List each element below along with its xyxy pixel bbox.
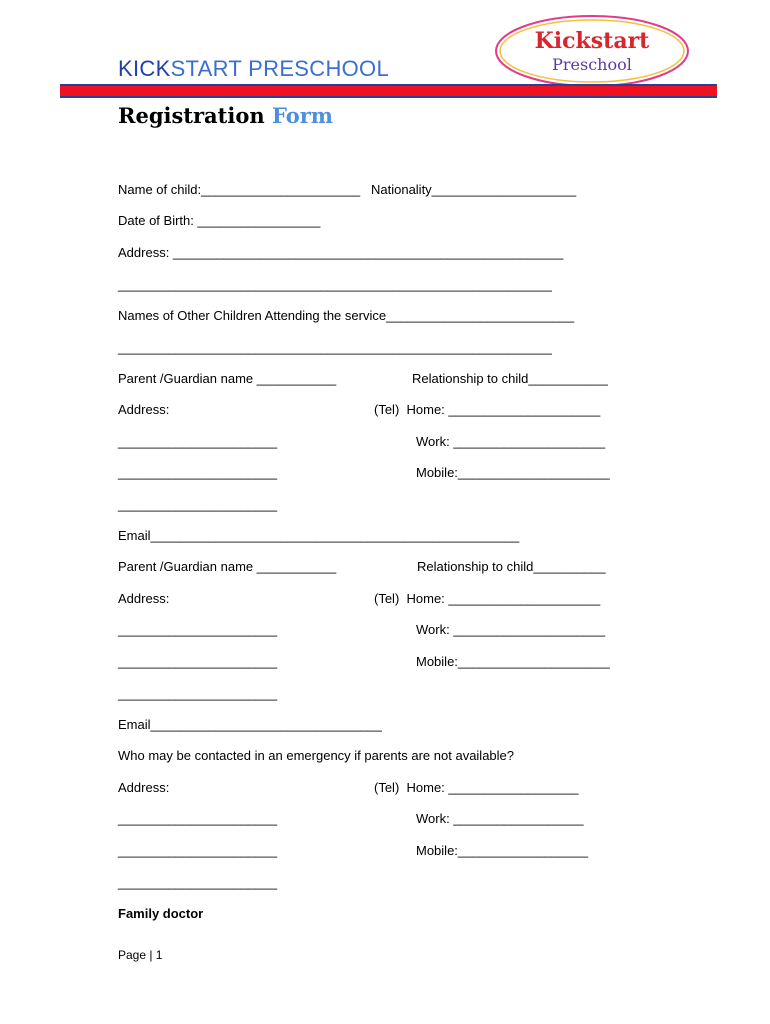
field-guardian1-name[interactable]: Parent /Guardian name ___________	[118, 371, 337, 386]
field-guardian1-email[interactable]: Email___________________________________________________	[118, 528, 520, 543]
field-guardian1-address-3[interactable]: ______________________	[118, 497, 278, 512]
field-address-cont[interactable]: ____________________________________________________________	[118, 277, 552, 292]
field-emergency-home[interactable]: (Tel) Home: __________________	[374, 780, 579, 795]
field-guardian2-address-3[interactable]: ______________________	[118, 686, 278, 701]
field-emergency-address-2[interactable]: ______________________	[118, 843, 278, 858]
form-title	[118, 103, 333, 128]
brand-start: START PRESCHOOL	[170, 56, 390, 81]
field-guardian2-email[interactable]: Email________________________________	[118, 717, 382, 732]
field-guardian2-relationship[interactable]: Relationship to child__________	[417, 559, 606, 574]
emergency-question: Who may be contacted in an emergency if parents are not available?	[118, 748, 515, 763]
field-guardian2-mobile[interactable]: Mobile:_____________________	[416, 654, 610, 669]
field-guardian1-mobile[interactable]: Mobile:_____________________	[416, 465, 610, 480]
field-guardian2-address-2[interactable]: ______________________	[118, 654, 278, 669]
field-emergency-mobile[interactable]: Mobile:__________________	[416, 843, 589, 858]
field-emergency-address-1[interactable]: ______________________	[118, 811, 278, 826]
label-emergency-address: Address:	[118, 780, 170, 795]
field-dob[interactable]: Date of Birth: _________________	[118, 213, 321, 228]
header-bar	[60, 84, 717, 98]
brand-title	[118, 56, 389, 82]
label-guardian2-address: Address:	[118, 591, 170, 606]
field-emergency-address-3[interactable]: ______________________	[118, 875, 278, 890]
field-guardian2-work[interactable]: Work: _____________________	[416, 622, 606, 637]
field-guardian2-name[interactable]: Parent /Guardian name ___________	[118, 559, 337, 574]
field-emergency-work[interactable]: Work: __________________	[416, 811, 584, 826]
brand-kick: KICK	[118, 56, 171, 81]
field-other-children-cont[interactable]: ____________________________________________________________	[118, 340, 552, 355]
field-guardian1-relationship[interactable]: Relationship to child___________	[412, 371, 608, 386]
kickstart-logo	[494, 14, 690, 88]
label-guardian1-address: Address:	[118, 402, 170, 417]
field-guardian1-work[interactable]: Work: _____________________	[416, 434, 606, 449]
page-number: Page | 1	[118, 948, 163, 962]
field-address[interactable]: Address: ______________________________________________________	[118, 245, 564, 260]
title-registration: Registration	[118, 103, 272, 128]
field-guardian1-address-2[interactable]: ______________________	[118, 465, 278, 480]
field-name-nationality[interactable]: Name of child:______________________ Nationality____________________	[118, 182, 577, 197]
field-guardian2-address-1[interactable]: ______________________	[118, 622, 278, 637]
title-form: Form	[271, 103, 333, 128]
field-other-children[interactable]: Names of Other Children Attending the service__________________________	[118, 308, 575, 323]
logo-text-1: Kickstart	[534, 28, 650, 54]
field-guardian1-home[interactable]: (Tel) Home: _____________________	[374, 402, 601, 417]
field-guardian2-home[interactable]: (Tel) Home: _____________________	[374, 591, 601, 606]
label-family-doctor: Family doctor	[118, 906, 204, 921]
field-guardian1-address-1[interactable]: ______________________	[118, 434, 278, 449]
logo-text-2: Preschool	[552, 55, 632, 74]
